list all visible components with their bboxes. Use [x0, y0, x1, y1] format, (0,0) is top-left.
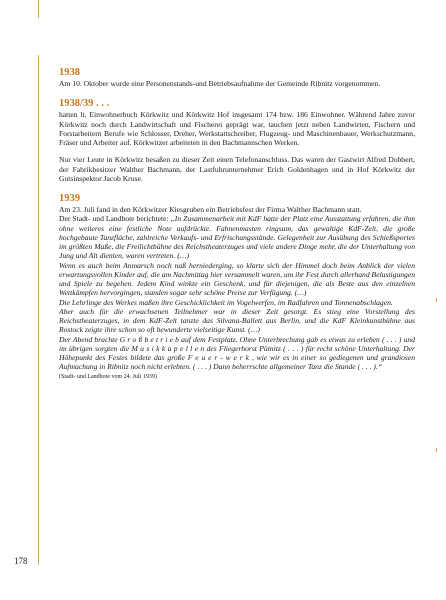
quote-paragraph	[59, 261, 415, 298]
quote-lead: Der Stadt- und Landbote berichtete:	[59, 214, 171, 224]
margin-tick	[436, 448, 437, 452]
quote-text: Die Lehrlinge des Werkes maßen ihre Geschicklichkeit im Vogelwerfen, im Radfahren und Tonnenabschlagen.	[59, 297, 393, 307]
quote-paragraph	[59, 298, 415, 307]
quote-paragraph	[59, 307, 415, 335]
page-content	[59, 66, 415, 381]
paragraph: Am 10. Oktober wurde eine Personenstands-und Betriebsaufnahme der Gemeinde Ribnitz vorgenommen.	[59, 79, 381, 88]
paragraph: hatten lt. Einwohnerbuch Körkwitz und Körkwitz Hof insgesamt 174 bzw. 186 Einwohner. Während Jahre zuvor Körkwitz noch durch Landwirtschaft und Fischerei geprägt war, tauchen jetzt neben Landwirten, Fischern und Forstarbeitern Berufe wie Schlosser, Dreher, Werkstattschreiber, Flugzeug- und Maschinenbauer, Werkschutzmann, Fräser und Arbeiter auf. Körkwitzer arbeiteten in den Bachmannschen Werken.	[59, 110, 415, 147]
page-number: 178	[14, 556, 28, 566]
quote-text: „In Zusammenarbeit mit KdF hatte der Platz eine Ausstattung erfahren, die ihm ohne weiteres eine festliche Note aufdrückte. Fahnenmasten ringsum, das gewaltige KdF-Zelt, die große hochgebaute Tanzfläche, zahlreiche Verkaufs- und Erfrischungsstände. Gelegenheit zur Ausübung des Schießsportes im größten Maße, die Freilichtbühne des Reichstheaterzuges und viele andere Dinge mehr, die der Unterhaltung von Jung und Alt dienten, waren vertreten. (…)	[59, 214, 415, 261]
section-heading-1939: 1939	[59, 193, 80, 204]
margin-rule	[38, 55, 39, 565]
source-citation: (Stadt- und Landbote vom 24. Juli 1939)	[59, 373, 157, 380]
paragraph: Nur vier Leute in Körkwitz besaßen zu dieser Zeit einen Telefonanschluss. Das waren der Gastwirt Alfred Dobbert, der Fabrikbesitzer Walther Bachmann, der Lastfuhrunternehmer Erich Goldenhagen und in Hof Körkwitz der Gutsinspektor Jacob Kruse.	[59, 155, 415, 183]
quote-paragraph	[59, 335, 415, 372]
margin-rule-top	[38, 0, 39, 18]
quote-text: Aber auch für die erwachsenen Teilnehmer war in dieser Zeit gesorgt. Es stieg eine Vorstellung des Reichstheaterzuges, in dem KdF-Zelt tanzte das Silvana-Ballett aus Berlin, und die KdF Kleinkunstbühne aus Rostock zeigte ihre schon so oft bewunderte vielseitige Kunst. (…)	[59, 306, 415, 335]
section-heading-1938-39: 1938/39 . . .	[59, 98, 110, 110]
paragraph: Am 23. Juli fand in den Körkwitzer Kiesgruben ein Betriebsfest der Firma Walther Bachmann statt.	[59, 205, 362, 214]
margin-tick	[436, 298, 437, 302]
quote-text: Der Abend brachte G r o ß b e t r i e b auf dem Festplatz. Ohne Unterbrechung gab es etwas zu erleben ( . . . ) und im übrigen sorgten die M u s i k k a p e l l e n des Fliegerhorst Pütnitz ( . . . ) für recht schöne Unterhaltung. Der Höhepunkt des Festes bildete das große F e u e r - w e r k , wie wir es in einer so gediegenen und grandiosen Aufmachung in Ribnitz noch nicht erlebten. ( . . . ) Dann beherrschte allgemeiner Tanz die Stunde ( . . . ).“	[59, 334, 415, 372]
quote-paragraph	[59, 214, 415, 260]
section-heading-1938: 1938	[59, 67, 80, 78]
quote-text: Wenn es auch beim Anmarsch noch naß herniederging, so klarte sich der Himmel doch beim Anblick der vielen erwartungsvollen Kinder auf, die am Nachmittag hier versammelt waren, um ihr Fest durch allerhand Belustigungen und Spiele zu begehen. Jedem Kind winkte ein Geschenk, und für diejenigen, die als Beste aus den einzelnen Wettkämpfen hervorgingen, standen sogar sehr schöne Preise zur Verfügung. (…)	[59, 260, 415, 298]
